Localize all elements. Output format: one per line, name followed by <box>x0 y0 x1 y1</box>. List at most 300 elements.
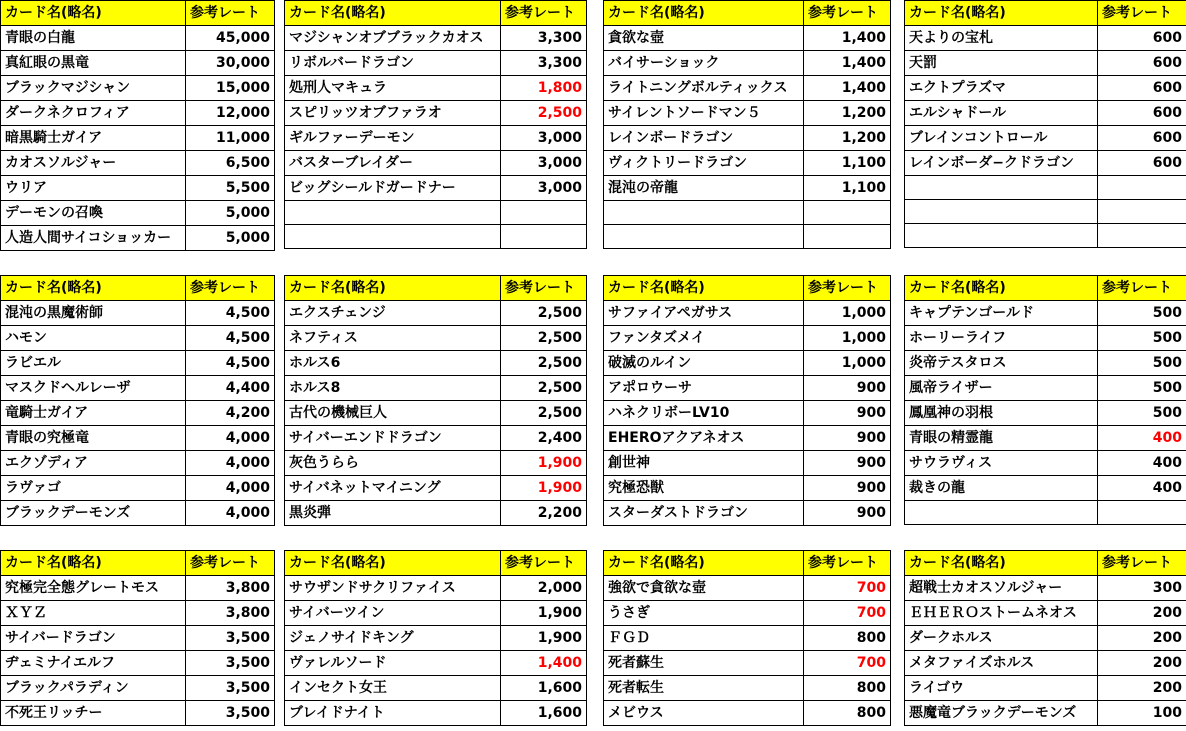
card-name-cell <box>285 201 501 225</box>
card-name-cell: 真紅眼の黒竜 <box>1 51 186 76</box>
table-row <box>285 676 587 701</box>
rate-cell: 11,000 <box>186 126 275 151</box>
card-name-cell: デーモンの召喚 <box>1 201 186 226</box>
rate-cell: 6,500 <box>186 151 275 176</box>
card-name-cell: サイバーエンドドラゴン <box>285 426 501 451</box>
rate-cell: 1,900 <box>501 476 587 501</box>
rate-cell: 2,500 <box>501 376 587 401</box>
rate-cell: 2,500 <box>501 301 587 326</box>
table-row <box>285 151 587 176</box>
card-name-cell: ジェノサイドキング <box>285 626 501 651</box>
table-row <box>604 426 891 451</box>
card-name-cell: ダークホルス <box>905 626 1098 651</box>
table-row <box>285 626 587 651</box>
table-row <box>285 201 587 225</box>
table-row <box>905 601 1186 626</box>
rate-cell: 1,200 <box>804 126 891 151</box>
card-name-cell: 混沌の黒魔術師 <box>1 301 186 326</box>
rate-cell: 500 <box>1098 326 1186 351</box>
card-name-cell: うさぎ <box>604 601 804 626</box>
table-row <box>1 376 275 401</box>
card-name-cell <box>905 501 1098 525</box>
table-row <box>604 26 891 51</box>
header-card-name: カード名(略名) <box>1 551 186 576</box>
table-row <box>604 151 891 176</box>
table-row <box>604 576 891 601</box>
card-name-cell: サウラヴィス <box>905 451 1098 476</box>
rate-cell: 1,000 <box>804 351 891 376</box>
header-card-name: カード名(略名) <box>604 276 804 301</box>
rate-cell: 4,000 <box>186 426 275 451</box>
rate-cell: 1,900 <box>501 601 587 626</box>
header-rate: 参考レート <box>501 551 587 576</box>
table-row <box>905 224 1186 248</box>
rate-cell: 4,500 <box>186 326 275 351</box>
table-row <box>1 226 275 251</box>
table-row <box>905 126 1186 151</box>
card-name-cell: ヂェミナイエルフ <box>1 651 186 676</box>
card-name-cell: ラヴァゴ <box>1 476 186 501</box>
table-row <box>905 376 1186 401</box>
rate-cell: 800 <box>804 676 891 701</box>
card-name-cell: エルシャドール <box>905 101 1098 126</box>
table-row <box>285 401 587 426</box>
table-row <box>1 476 275 501</box>
card-name-cell: レインボーダ−クドラゴン <box>905 151 1098 176</box>
table-row <box>1 601 275 626</box>
card-name-cell: エクスチェンジ <box>285 301 501 326</box>
table-row <box>604 326 891 351</box>
card-name-cell: ダークネクロフィア <box>1 101 186 126</box>
card-name-cell: スターダストドラゴン <box>604 501 804 526</box>
rate-cell: 3,500 <box>186 676 275 701</box>
rate-cell: 3,300 <box>501 51 587 76</box>
rate-cell: 500 <box>1098 301 1186 326</box>
rate-cell <box>804 201 891 225</box>
card-name-cell: インセクト女王 <box>285 676 501 701</box>
table-row <box>604 676 891 701</box>
table-row <box>604 301 891 326</box>
card-name-cell: ホーリーライフ <box>905 326 1098 351</box>
rate-cell: 1,200 <box>804 101 891 126</box>
card-name-cell: サファイアペガサス <box>604 301 804 326</box>
table-row <box>905 451 1186 476</box>
rate-cell: 1,400 <box>804 51 891 76</box>
table-row <box>604 501 891 526</box>
table-row <box>905 351 1186 376</box>
rate-cell: 2,500 <box>501 326 587 351</box>
card-name-cell: ブラックパラディン <box>1 676 186 701</box>
rate-table-9 <box>0 550 275 726</box>
table-header-row <box>905 551 1186 576</box>
table-row <box>285 51 587 76</box>
table-row <box>285 101 587 126</box>
rate-cell: 800 <box>804 626 891 651</box>
card-name-cell: 超戦士カオスソルジャー <box>905 576 1098 601</box>
table-row <box>285 26 587 51</box>
table-header-row <box>1 276 275 301</box>
table-row <box>905 501 1186 525</box>
card-name-cell: ライゴウ <box>905 676 1098 701</box>
table-row <box>285 225 587 249</box>
table-row <box>905 151 1186 176</box>
card-name-cell: 破滅のルイン <box>604 351 804 376</box>
table-header-row <box>285 1 587 26</box>
table-row <box>905 676 1186 701</box>
card-name-cell: 不死王リッチー <box>1 701 186 726</box>
rate-cell: 2,200 <box>501 501 587 526</box>
table-row <box>604 376 891 401</box>
rate-cell: 1,900 <box>501 626 587 651</box>
card-name-cell: メビウス <box>604 701 804 726</box>
card-name-cell: ヴィクトリードラゴン <box>604 151 804 176</box>
rate-cell: 2,000 <box>501 576 587 601</box>
table-row <box>604 101 891 126</box>
rate-cell: 600 <box>1098 151 1186 176</box>
card-name-cell: EHEROアクアネオス <box>604 426 804 451</box>
card-name-cell: ギルファーデーモン <box>285 126 501 151</box>
card-name-cell: ブラックマジシャン <box>1 76 186 101</box>
rate-cell: 500 <box>1098 351 1186 376</box>
card-name-cell: ラビエル <box>1 351 186 376</box>
card-name-cell: ＦＧＤ <box>604 626 804 651</box>
table-row <box>1 351 275 376</box>
rate-cell <box>1098 501 1186 525</box>
table-row <box>905 176 1186 200</box>
card-name-cell <box>604 201 804 225</box>
card-name-cell: ライトニングボルティックス <box>604 76 804 101</box>
rate-cell: 200 <box>1098 651 1186 676</box>
card-name-cell: ウリア <box>1 176 186 201</box>
table-row <box>1 51 275 76</box>
table-row <box>604 126 891 151</box>
table-header-row <box>905 276 1186 301</box>
card-name-cell: サイバードラゴン <box>1 626 186 651</box>
card-name-cell <box>604 225 804 249</box>
table-row <box>285 576 587 601</box>
card-name-cell: 死者蘇生 <box>604 651 804 676</box>
rate-cell: 3,800 <box>186 601 275 626</box>
table-row <box>604 451 891 476</box>
rate-cell: 100 <box>1098 701 1186 726</box>
table-row <box>604 651 891 676</box>
rate-cell: 3,300 <box>501 26 587 51</box>
rate-cell: 4,000 <box>186 501 275 526</box>
card-name-cell: ネフティス <box>285 326 501 351</box>
card-name-cell: 竜騎士ガイア <box>1 401 186 426</box>
table-row <box>905 51 1186 76</box>
table-row <box>1 701 275 726</box>
card-name-cell: 悪魔竜ブラックデーモンズ <box>905 701 1098 726</box>
card-name-cell: ハモン <box>1 326 186 351</box>
header-card-name: カード名(略名) <box>905 551 1098 576</box>
table-row <box>1 151 275 176</box>
rate-table-12 <box>904 550 1186 726</box>
table-row <box>905 326 1186 351</box>
card-name-cell: 灰色うらら <box>285 451 501 476</box>
card-name-cell: ホルス8 <box>285 376 501 401</box>
card-name-cell: サイレントソードマン５ <box>604 101 804 126</box>
card-name-cell: 天よりの宝札 <box>905 26 1098 51</box>
table-row <box>285 301 587 326</box>
header-rate: 参考レート <box>501 276 587 301</box>
rate-cell: 15,000 <box>186 76 275 101</box>
card-name-cell: バスターブレイダー <box>285 151 501 176</box>
card-name-cell: 鳳凰神の羽根 <box>905 401 1098 426</box>
table-header-row <box>1 1 275 26</box>
rate-cell: 3,500 <box>186 626 275 651</box>
table-row <box>285 376 587 401</box>
table-header-row <box>604 276 891 301</box>
table-row <box>905 76 1186 101</box>
table-row <box>285 176 587 201</box>
rate-table-3 <box>603 0 891 249</box>
card-name-cell: スピリッツオブファラオ <box>285 101 501 126</box>
table-row <box>604 225 891 249</box>
card-name-cell: ＥＨＥＲＯストームネオス <box>905 601 1098 626</box>
rate-table-11 <box>603 550 891 726</box>
card-name-cell: 混沌の帝龍 <box>604 176 804 201</box>
rate-cell: 700 <box>804 651 891 676</box>
table-row <box>285 126 587 151</box>
header-rate: 参考レート <box>804 1 891 26</box>
rate-cell <box>1098 176 1186 200</box>
card-name-cell: ブレイドナイト <box>285 701 501 726</box>
card-name-cell: 青眼の精霊龍 <box>905 426 1098 451</box>
card-name-cell: 究極恐獣 <box>604 476 804 501</box>
rate-cell: 900 <box>804 426 891 451</box>
rate-cell: 1,000 <box>804 326 891 351</box>
rate-cell: 200 <box>1098 626 1186 651</box>
rate-cell: 300 <box>1098 576 1186 601</box>
rate-cell <box>1098 224 1186 248</box>
table-row <box>1 26 275 51</box>
table-row <box>905 651 1186 676</box>
card-name-cell: レインボードラゴン <box>604 126 804 151</box>
rate-table-5 <box>0 275 275 526</box>
header-card-name: カード名(略名) <box>1 276 186 301</box>
header-rate: 参考レート <box>1098 1 1186 26</box>
card-name-cell: アポロウーサ <box>604 376 804 401</box>
card-name-cell: マジシャンオブブラックカオス <box>285 26 501 51</box>
table-row <box>905 26 1186 51</box>
table-row <box>285 476 587 501</box>
table-row <box>1 301 275 326</box>
rate-cell: 12,000 <box>186 101 275 126</box>
rate-cell: 4,200 <box>186 401 275 426</box>
rate-cell: 400 <box>1098 476 1186 501</box>
table-row <box>285 326 587 351</box>
table-row <box>604 351 891 376</box>
header-card-name: カード名(略名) <box>905 1 1098 26</box>
rate-cell: 3,000 <box>501 176 587 201</box>
rate-table-6 <box>284 275 587 526</box>
rate-cell: 900 <box>804 401 891 426</box>
rate-cell <box>501 201 587 225</box>
header-card-name: カード名(略名) <box>285 1 501 26</box>
header-card-name: カード名(略名) <box>285 551 501 576</box>
table-row <box>1 126 275 151</box>
card-name-cell: ブレインコントロール <box>905 126 1098 151</box>
rate-cell: 3,500 <box>186 701 275 726</box>
table-header-row <box>604 551 891 576</box>
rate-cell: 900 <box>804 376 891 401</box>
table-row <box>1 451 275 476</box>
header-rate: 参考レート <box>804 276 891 301</box>
card-name-cell: 青眼の究極竜 <box>1 426 186 451</box>
table-header-row <box>285 276 587 301</box>
rate-cell: 800 <box>804 701 891 726</box>
table-row <box>1 576 275 601</box>
rate-cell: 900 <box>804 501 891 526</box>
table-row <box>285 451 587 476</box>
rate-cell: 900 <box>804 476 891 501</box>
card-name-cell: エクトプラズマ <box>905 76 1098 101</box>
rate-cell: 4,400 <box>186 376 275 401</box>
table-row <box>905 476 1186 501</box>
table-row <box>1 76 275 101</box>
rate-cell: 3,000 <box>501 126 587 151</box>
card-name-cell: サイバーツイン <box>285 601 501 626</box>
card-name-cell: カオスソルジャー <box>1 151 186 176</box>
rate-cell: 4,500 <box>186 351 275 376</box>
header-rate: 参考レート <box>186 1 275 26</box>
rate-cell <box>501 225 587 249</box>
card-name-cell: 貪欲な壺 <box>604 26 804 51</box>
card-name-cell: 天罰 <box>905 51 1098 76</box>
header-card-name: カード名(略名) <box>905 276 1098 301</box>
rate-cell: 45,000 <box>186 26 275 51</box>
table-row <box>285 601 587 626</box>
table-header-row <box>1 551 275 576</box>
rate-cell: 600 <box>1098 101 1186 126</box>
rate-cell: 200 <box>1098 676 1186 701</box>
card-name-cell: バイサーショック <box>604 51 804 76</box>
table-row <box>1 401 275 426</box>
card-name-cell: 創世神 <box>604 451 804 476</box>
table-row <box>905 301 1186 326</box>
table-row <box>604 701 891 726</box>
header-rate: 参考レート <box>186 276 275 301</box>
card-name-cell <box>905 224 1098 248</box>
table-row <box>285 701 587 726</box>
card-name-cell: ブラックデーモンズ <box>1 501 186 526</box>
table-row <box>1 201 275 226</box>
rate-cell: 1,900 <box>501 451 587 476</box>
table-row <box>1 176 275 201</box>
table-row <box>285 651 587 676</box>
rate-table-1 <box>0 0 275 251</box>
table-row <box>1 501 275 526</box>
card-name-cell: キャプテンゴールド <box>905 301 1098 326</box>
table-row <box>604 176 891 201</box>
table-header-row <box>905 1 1186 26</box>
card-name-cell: 裁きの龍 <box>905 476 1098 501</box>
header-rate: 参考レート <box>1098 276 1186 301</box>
rate-cell: 1,100 <box>804 151 891 176</box>
table-row <box>1 651 275 676</box>
rate-cell: 1,600 <box>501 676 587 701</box>
header-card-name: カード名(略名) <box>285 276 501 301</box>
header-card-name: カード名(略名) <box>604 551 804 576</box>
rate-cell: 4,000 <box>186 451 275 476</box>
table-header-row <box>604 1 891 26</box>
rate-cell: 200 <box>1098 601 1186 626</box>
table-header-row <box>285 551 587 576</box>
card-name-cell: 人造人間サイコショッカー <box>1 226 186 251</box>
rate-cell: 1,400 <box>804 76 891 101</box>
rate-cell: 1,100 <box>804 176 891 201</box>
rate-cell: 400 <box>1098 426 1186 451</box>
card-name-cell: リボルバードラゴン <box>285 51 501 76</box>
table-row <box>285 501 587 526</box>
rate-cell: 2,500 <box>501 101 587 126</box>
rate-cell: 3,500 <box>186 651 275 676</box>
rate-cell: 2,500 <box>501 401 587 426</box>
card-name-cell: 古代の機械巨人 <box>285 401 501 426</box>
rate-table-8 <box>904 275 1186 525</box>
rate-cell: 500 <box>1098 376 1186 401</box>
table-row <box>905 101 1186 126</box>
table-row <box>1 101 275 126</box>
rate-cell: 5,500 <box>186 176 275 201</box>
card-name-cell: マスクドヘルレーザ <box>1 376 186 401</box>
table-row <box>604 51 891 76</box>
card-name-cell: エクゾディア <box>1 451 186 476</box>
rate-table-4 <box>904 0 1186 248</box>
rate-cell: 1,400 <box>804 26 891 51</box>
card-name-cell: 暗黒騎士ガイア <box>1 126 186 151</box>
table-row <box>604 601 891 626</box>
rate-cell: 1,400 <box>501 651 587 676</box>
rate-cell <box>804 225 891 249</box>
rate-cell: 1,800 <box>501 76 587 101</box>
card-name-cell: 黒炎弾 <box>285 501 501 526</box>
rate-cell: 600 <box>1098 126 1186 151</box>
header-rate: 参考レート <box>804 551 891 576</box>
card-name-cell: ハネクリボーLV10 <box>604 401 804 426</box>
table-row <box>905 401 1186 426</box>
table-row <box>604 476 891 501</box>
header-rate: 参考レート <box>501 1 587 26</box>
card-name-cell: 強欲で貪欲な壺 <box>604 576 804 601</box>
table-row <box>285 76 587 101</box>
rate-cell: 700 <box>804 601 891 626</box>
table-row <box>905 701 1186 726</box>
card-name-cell: ビッグシールドガードナー <box>285 176 501 201</box>
rate-cell: 4,500 <box>186 301 275 326</box>
table-row <box>604 201 891 225</box>
card-name-cell: 炎帝テスタロス <box>905 351 1098 376</box>
card-name-cell: メタファイズホルス <box>905 651 1098 676</box>
rate-table-2 <box>284 0 587 249</box>
rate-cell: 500 <box>1098 401 1186 426</box>
card-name-cell: 風帝ライザー <box>905 376 1098 401</box>
card-name-cell: 究極完全態グレートモス <box>1 576 186 601</box>
card-name-cell: サイバネットマイニング <box>285 476 501 501</box>
rate-cell: 2,400 <box>501 426 587 451</box>
rate-cell: 700 <box>804 576 891 601</box>
table-row <box>905 200 1186 224</box>
header-rate: 参考レート <box>1098 551 1186 576</box>
card-name-cell: 処刑人マキュラ <box>285 76 501 101</box>
rate-cell: 600 <box>1098 51 1186 76</box>
rate-cell: 30,000 <box>186 51 275 76</box>
rate-cell: 1,000 <box>804 301 891 326</box>
card-name-cell <box>285 225 501 249</box>
rate-cell: 5,000 <box>186 226 275 251</box>
header-card-name: カード名(略名) <box>604 1 804 26</box>
